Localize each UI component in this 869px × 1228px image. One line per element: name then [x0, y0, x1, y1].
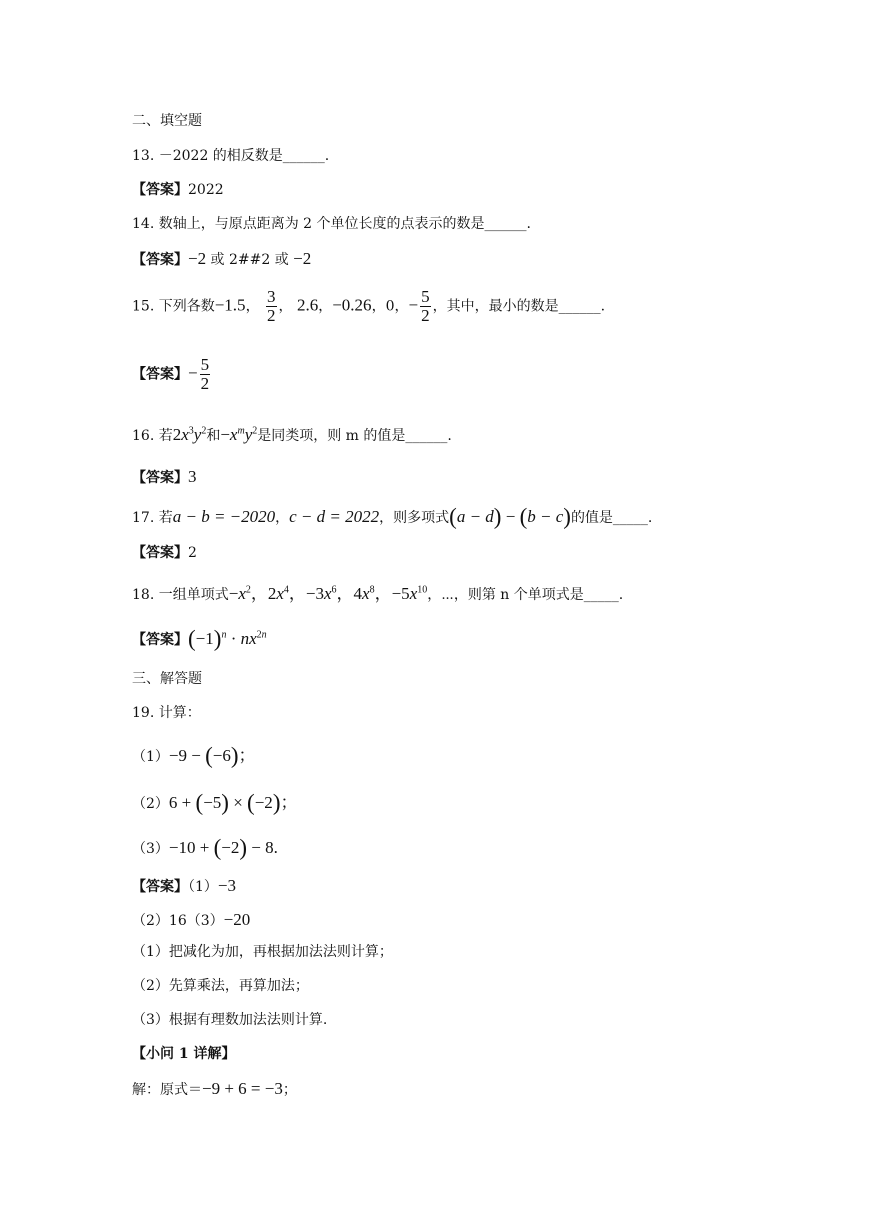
fraction — [266, 288, 277, 325]
question-number: 19. — [132, 705, 155, 721]
answer-label: 【答案】 — [132, 632, 188, 648]
question-number: 17. — [132, 510, 155, 526]
answer-19 — [132, 877, 236, 894]
denominator: 2 — [421, 305, 430, 325]
math-value: 0 — [385, 298, 395, 315]
part-label: （3） — [132, 841, 169, 857]
answer-14 — [132, 250, 311, 267]
answer-value: −3 — [217, 876, 237, 895]
math-value: −1.5 — [214, 295, 246, 315]
solution-line — [132, 1080, 297, 1097]
separator: ， — [245, 298, 260, 315]
separator: ， — [278, 298, 293, 315]
question-text: 和 — [206, 428, 221, 444]
answer-17 — [132, 546, 197, 560]
answer-13 — [132, 183, 224, 197]
math-sequence: $-x^2$，$2x^4$，$-3x^6$，$4x^8$，$-5x^{10}$ — [228, 584, 428, 603]
denominator: 2 — [267, 305, 276, 325]
part-label: （1） — [188, 879, 218, 895]
separator: ， — [371, 298, 386, 315]
answer-19-parts — [132, 911, 250, 928]
answer-text: 或 2##2 或 — [206, 252, 294, 268]
part-label: （2） — [132, 796, 169, 812]
subheading: 【小问 1 详解】 — [132, 1046, 236, 1062]
answer-label: 【答案】 — [132, 366, 188, 383]
math-expression: −9 + 6 = −3 — [202, 1079, 283, 1098]
question-17: 17. 若a − b = −2020，c − d = 2022，则多项式(a − d) − (b − c)的值是_____. — [132, 504, 653, 529]
question-text: 若 — [158, 428, 173, 444]
question-text: ，⋯，则第 n 个单项式是_____. — [427, 587, 624, 603]
question-text: 一组单项式 — [158, 587, 229, 603]
fraction — [200, 356, 211, 393]
question-number: 18. — [132, 587, 155, 603]
math-expression: −10 + (−2) − 8. — [168, 835, 278, 860]
question-text: 下列各数 — [158, 298, 215, 315]
answer-label: 【答案】 — [132, 182, 188, 198]
answer-18 — [132, 627, 267, 650]
answer-value: 2022 — [188, 182, 224, 198]
question-text: 是同类项，则 m 的值是______. — [257, 428, 452, 444]
numerator: 5 — [200, 355, 210, 374]
explanation-1: （1）把减化为加，再根据加法法则计算； — [132, 944, 393, 960]
section-heading-solve: 三、解答题 — [132, 671, 202, 687]
sub-question-heading — [132, 1047, 236, 1061]
answer-label: 【答案】 — [132, 879, 188, 895]
answer-value: 3 — [188, 467, 197, 486]
math-expression: (a − d) − (b − c) — [449, 504, 571, 529]
math-expression: $2x^3y^2$ — [172, 425, 207, 444]
question-text: 若 — [158, 510, 173, 526]
answer-label: 【答案】 — [132, 252, 188, 268]
math-expression: a − b = −2020 — [172, 507, 276, 526]
numerator: 5 — [421, 287, 430, 306]
math-expression: −9 − (−6)； — [168, 743, 256, 768]
punctuation: ； — [282, 1082, 297, 1098]
section-heading-fill-blank: 二、填空题 — [132, 113, 202, 129]
math-expression: 6 + (−5) × (−2)； — [168, 790, 298, 815]
math-value: −2 — [188, 249, 207, 268]
math-value: 2.6 — [296, 295, 319, 315]
question-text: 计算： — [158, 705, 201, 721]
question-19 — [132, 706, 201, 720]
part-label: （1） — [132, 749, 169, 765]
question-number: 16. — [132, 428, 155, 444]
question-text: 数轴上，与原点距离为 2 个单位长度的点表示的数是______. — [158, 216, 531, 232]
math-expression: $-x^my^2$ — [220, 425, 258, 444]
answer-label: 【答案】 — [132, 470, 188, 486]
numerator: 3 — [267, 287, 276, 306]
separator: ， — [318, 298, 333, 315]
answer-value: 2 — [188, 545, 197, 561]
question-number: 14. — [132, 216, 155, 232]
question-18 — [132, 585, 623, 602]
question-number: 15. — [132, 298, 155, 315]
solution-label: 解：原式＝ — [132, 1082, 202, 1098]
question-text: ，其中，最小的数是______. — [432, 298, 606, 315]
question-19-part-3 — [132, 836, 278, 859]
question-text: 的值是_____. — [570, 510, 653, 526]
question-14 — [132, 217, 531, 231]
question-16 — [132, 426, 452, 443]
minus-sign: − — [188, 363, 198, 383]
question-13 — [132, 149, 329, 163]
answer-16 — [132, 468, 197, 485]
separator: ， — [394, 298, 409, 315]
math-value: −0.26 — [332, 295, 372, 315]
math-value: −2 — [293, 249, 312, 268]
question-number: 13. — [132, 148, 155, 164]
question-19-part-2 — [132, 791, 297, 814]
minus-sign: − — [408, 295, 419, 315]
math-expression: c − d = 2022 — [289, 507, 380, 526]
explanation-3: （3）根据有理数加法法则计算. — [132, 1012, 328, 1028]
answer-15 — [132, 356, 212, 393]
question-19-part-1 — [132, 744, 256, 767]
part-label: （2）16（3） — [132, 913, 224, 929]
fraction — [420, 288, 431, 325]
math-expression: $(-1)^n \cdot nx^{2n}$ — [188, 626, 267, 651]
denominator: 2 — [200, 373, 210, 393]
answer-label: 【答案】 — [132, 545, 188, 561]
question-15 — [132, 288, 605, 325]
explanation-2: （2）先算乘法，再算加法； — [132, 978, 309, 994]
question-text: －2022 的相反数是______. — [158, 148, 330, 164]
question-text: ，则多项式 — [379, 510, 450, 526]
answer-value: −20 — [223, 910, 251, 929]
